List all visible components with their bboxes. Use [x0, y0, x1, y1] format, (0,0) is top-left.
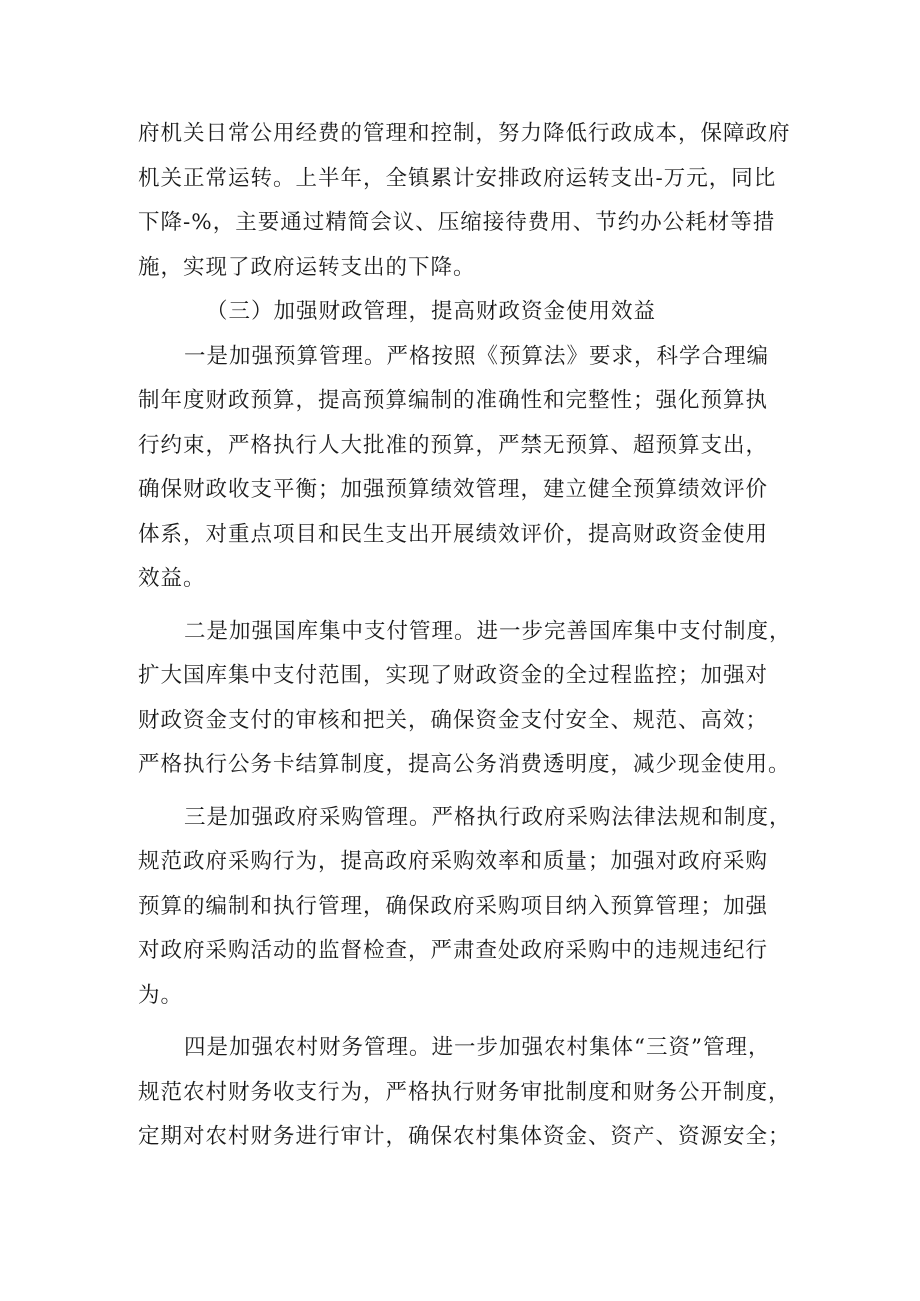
text-line: 下降-%，主要通过精简会议、压缩接待费用、节约办公耗材等措 [138, 210, 776, 235]
text-line: 效益。 [138, 566, 206, 591]
paragraph-gap [138, 788, 786, 796]
text-line: 四是加强农村财务管理。进一步加强农村集体“三资”管理， [184, 1035, 771, 1060]
paragraph-budget [138, 335, 786, 602]
text-line: 规范政府采购行为，提高政府采购效率和质量；加强对政府采购 [138, 849, 769, 874]
paragraph-gap [138, 1018, 786, 1026]
text-line: 体系，对重点项目和民生支出开展绩效评价，提高财政资金使用 [138, 521, 769, 547]
text-line: 一是加强预算管理。严格按照《预算法》要求，科学合理编 [184, 343, 770, 369]
text-line: 确保财政收支平衡；加强预算绩效管理，建立健全预算绩效评价 [138, 477, 769, 502]
text-line: 财政资金支付的审核和把关，确保资金支付安全、规范、高效； [138, 707, 769, 733]
text-line: 规范农村财务收支行为，严格执行财务审批制度和财务公开制度， [138, 1079, 791, 1105]
text-line: 府机关日常公用经费的管理和控制，努力降低行政成本，保障政府 [138, 121, 791, 146]
paragraph-rural [138, 1026, 791, 1160]
text-line: 行约束，严格执行人大批准的预算，严禁无预算、超预算支出， [138, 432, 769, 458]
text-line: 二是加强国库集中支付管理。进一步完善国库集中支付制度， [184, 618, 792, 644]
text-line: 制年度财政预算，提高预算编制的准确性和完整性；强化预算执 [138, 388, 769, 413]
text-line: 扩大国库集中支付范围，实现了财政资金的全过程监控；加强对 [138, 663, 769, 688]
text-line: 定期对农村财务进行审计，确保农村集体资金、资产、资源安全； [138, 1124, 791, 1149]
paragraph-procurement [138, 796, 792, 1019]
text-line: 施，实现了政府运转支出的下降。 [138, 254, 476, 280]
paragraph-gap [138, 602, 786, 610]
text-line: 对政府采购活动的监督检查，严肃查处政府采购中的违规违纪行 [138, 938, 769, 963]
document-body [138, 112, 792, 1160]
paragraph-treasury [138, 610, 792, 788]
text-line: 为。 [138, 982, 184, 1008]
text-line: 机关正常运转。上半年，全镇累计安排政府运转支出-万元，同比 [138, 165, 777, 191]
text-line: 严格执行公务卡结算制度，提高公务消费透明度，减少现金使用。 [138, 752, 791, 777]
paragraph-intro [138, 112, 791, 290]
text-line: 预算的编制和执行管理，确保政府采购项目纳入预算管理；加强 [138, 893, 769, 919]
text-line: 三是加强政府采购管理。严格执行政府采购法律法规和制度， [184, 804, 792, 830]
section-heading: （三）加强财政管理，提高财政资金使用效益 [206, 299, 657, 324]
